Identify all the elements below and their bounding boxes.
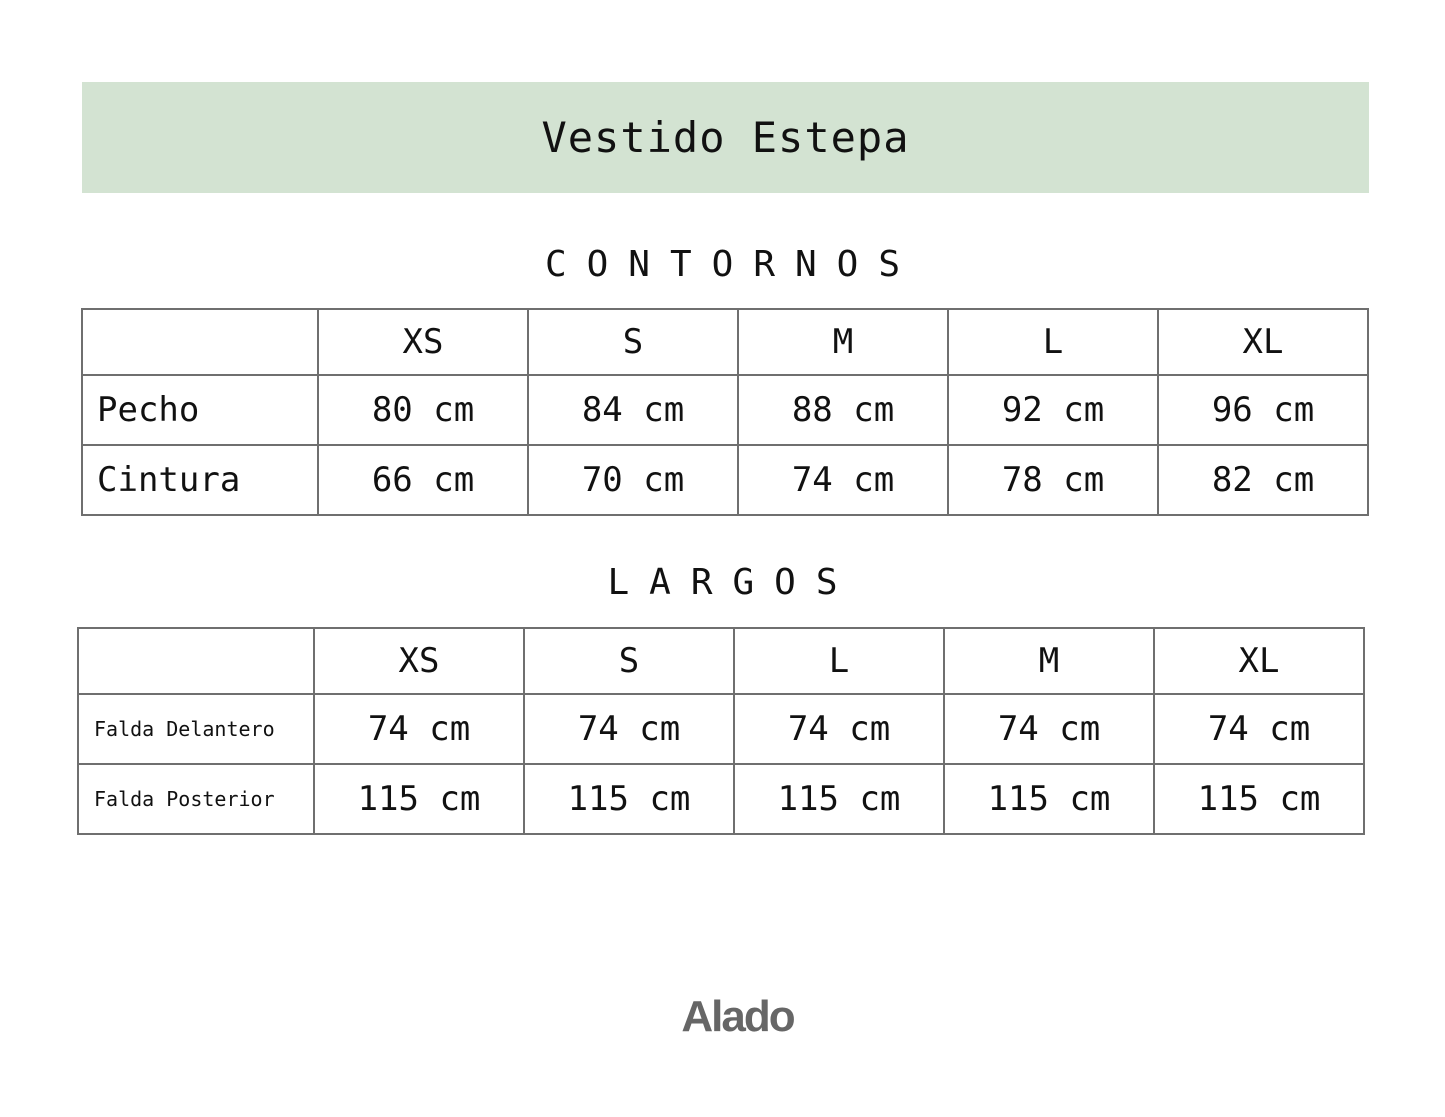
largos-table	[77, 627, 1365, 835]
measurement-cell: 74 cm	[1154, 694, 1364, 764]
row-label: Falda Posterior	[78, 764, 314, 834]
measurement-cell: 70 cm	[528, 445, 738, 515]
measurement-cell: 74 cm	[524, 694, 734, 764]
table-row	[82, 445, 1368, 515]
brand-logo: Alado	[681, 992, 794, 1041]
column-header-size: S	[524, 628, 734, 694]
measurement-cell: 115 cm	[314, 764, 524, 834]
row-label: Falda Delantero	[78, 694, 314, 764]
measurement-cell: 82 cm	[1158, 445, 1368, 515]
measurement-cell: 74 cm	[738, 445, 948, 515]
measurement-cell: 74 cm	[314, 694, 524, 764]
column-header-size: L	[948, 309, 1158, 375]
table-row	[78, 694, 1364, 764]
page-title: Vestido Estepa	[541, 113, 910, 162]
contornos-table	[81, 308, 1369, 516]
measurement-cell: 88 cm	[738, 375, 948, 445]
measurement-cell: 74 cm	[944, 694, 1154, 764]
measurement-cell: 96 cm	[1158, 375, 1368, 445]
column-header-empty	[78, 628, 314, 694]
column-header-size: L	[734, 628, 944, 694]
table-row	[78, 764, 1364, 834]
measurement-cell: 115 cm	[1154, 764, 1364, 834]
table-row	[82, 375, 1368, 445]
measurement-cell: 74 cm	[734, 694, 944, 764]
measurement-cell: 66 cm	[318, 445, 528, 515]
column-header-size: XL	[1154, 628, 1364, 694]
column-header-size: M	[944, 628, 1154, 694]
column-header-size: XS	[314, 628, 524, 694]
row-label: Cintura	[82, 445, 318, 515]
column-header-size: S	[528, 309, 738, 375]
measurement-cell: 115 cm	[524, 764, 734, 834]
measurement-cell: 115 cm	[944, 764, 1154, 834]
column-header-size: XS	[318, 309, 528, 375]
measurement-cell: 92 cm	[948, 375, 1158, 445]
column-header-empty	[82, 309, 318, 375]
section-heading-largos: LARGOS	[607, 562, 858, 603]
measurement-cell: 80 cm	[318, 375, 528, 445]
measurement-cell: 84 cm	[528, 375, 738, 445]
column-header-size: XL	[1158, 309, 1368, 375]
title-banner	[82, 82, 1369, 193]
column-header-size: M	[738, 309, 948, 375]
measurement-cell: 78 cm	[948, 445, 1158, 515]
table-header-row	[78, 628, 1364, 694]
table-header-row	[82, 309, 1368, 375]
measurement-cell: 115 cm	[734, 764, 944, 834]
section-heading-contornos: CONTORNOS	[544, 244, 921, 285]
row-label: Pecho	[82, 375, 318, 445]
